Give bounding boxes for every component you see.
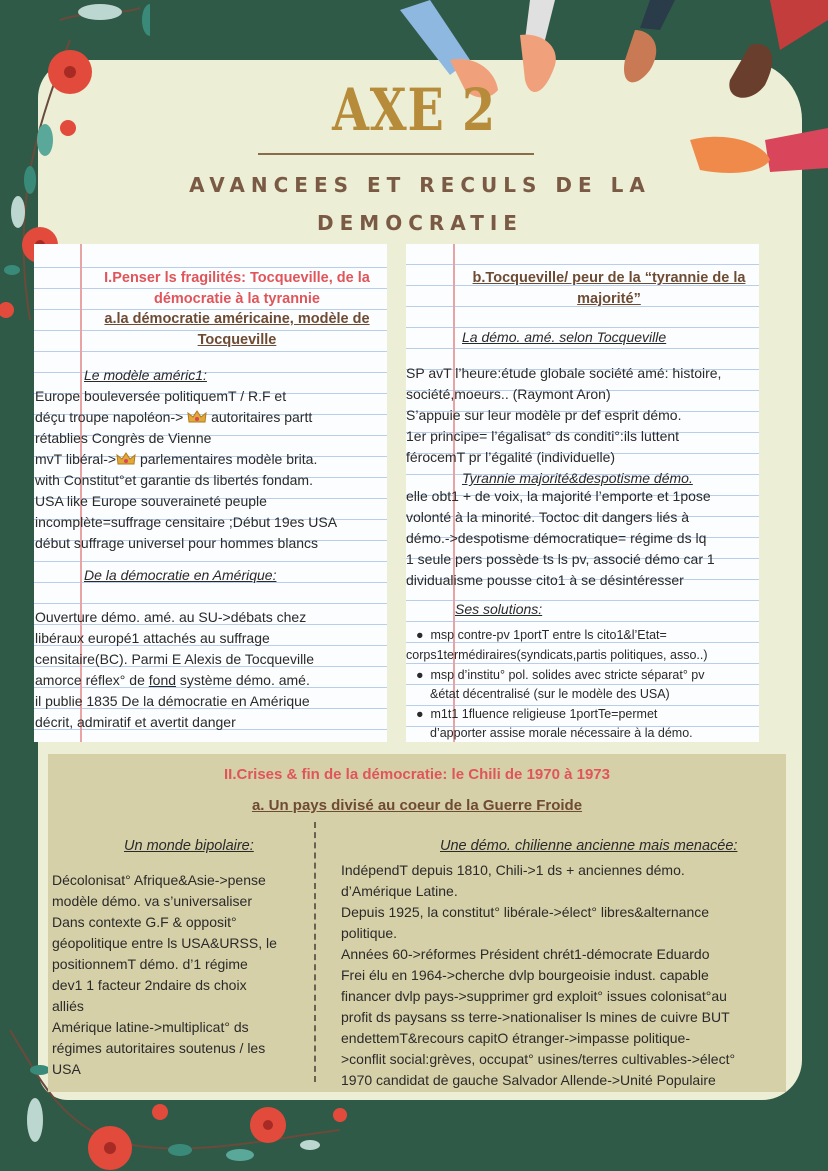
left-line: libéraux europé1 attachés au suffrage: [35, 630, 270, 646]
bullet-text: msp contre-pv 1portT entre ls cito1&l’Etat=: [430, 628, 667, 642]
right-line: elle obt1 + de voix, la majorité l’emporte et 1pose: [406, 488, 711, 504]
section-heading-2: II.Crises & fin de la démocratie: le Chili de 1970 à 1973: [223, 766, 610, 783]
right-line: férocemT pr l’égalité (individuelle): [406, 449, 616, 465]
bottom-left-line: Amérique latine->multiplicat° ds: [52, 1019, 249, 1035]
bottom-left-line: alliés: [52, 998, 84, 1014]
right-sub-heading-3: Ses solutions:: [455, 601, 543, 617]
bottom-left-line: dev1 1 facteur 2ndaire ds choix: [52, 977, 247, 993]
left-line-part: amorce réflex° de: [35, 672, 145, 688]
bullet-item-cont: corps1termédiraires(syndicats,partis politiques, asso..): [406, 648, 708, 662]
bullet-text: msp d’institu° pol. solides avec stricte séparat° pv: [430, 668, 705, 682]
left-sub-heading-1: Le modèle améric1:: [84, 367, 207, 383]
left-line-part: autoritaires partt: [211, 409, 313, 425]
bottom-right-line: profit ds paysans ss terre->nationaliser ls mines de cuivre BUT: [341, 1009, 730, 1025]
bottom-left-line: régimes autoritaires soutenus / les: [52, 1040, 266, 1056]
bottom-right-line: politique.: [341, 925, 398, 941]
bullet-item-cont: d’apporter assise morale nécessaire à la démo.: [430, 726, 693, 740]
left-line: il publie 1835 De la démocratie en Amérique: [35, 693, 310, 709]
bullet-text: m1t1 1fluence religieuse 1portTe=permet: [430, 707, 658, 721]
crown-icon: [116, 452, 136, 466]
bottom-right-line: d’Amérique Latine.: [341, 883, 458, 899]
right-line: démo.->despotisme démocratique= régime ds lq: [406, 530, 707, 546]
bottom-right-line: Frei élu en 1964->cherche dvlp bourgeoisie indust. capable: [341, 967, 709, 983]
left-line: [35, 451, 317, 467]
left-line: Ouverture démo. amé. au SU->débats chez: [35, 609, 307, 625]
right-line: SP avT l’heure:étude globale société amé: histoire,: [406, 365, 722, 381]
right-line: 1 seule pers possède ts ls pv, associé démo car 1: [406, 551, 715, 567]
bullet-item-cont: &état décentralisé (sur le modèle des USA): [430, 687, 670, 701]
bottom-left-line: USA: [52, 1061, 81, 1077]
left-line-part: parlementaires modèle brita.: [139, 451, 318, 467]
title-divider: [258, 153, 534, 155]
left-line: incomplète=suffrage censitaire ;Début 19es USA: [35, 514, 338, 530]
bottom-right-line: >conflit social:grèves, occupat° usines/terres cultivables->élect°: [341, 1051, 736, 1067]
right-sub-heading-2: Tyrannie majorité&despotisme démo.: [462, 470, 693, 486]
right-sub-heading-1: La démo. amé. selon Tocqueville: [462, 329, 667, 345]
bullet-item: ● msp d’institu° pol. solides avec stricte séparat° pv: [416, 668, 705, 682]
right-line: société,moeurs.. (Raymont Aron): [406, 386, 611, 402]
subsection-heading-a: a.la démocratie américaine, modèle de Tocqueville: [104, 311, 370, 348]
bottom-left-line: Décolonisat° Afrique&Asie->pense: [52, 872, 266, 888]
page-subtitle: AVANCEES ET RECULS DE LA DEMOCRATIE: [189, 173, 651, 235]
subsection-heading-a2: a. Un pays divisé au coeur de la Guerre Froide: [251, 797, 583, 814]
left-line: [35, 672, 310, 688]
left-line: rétablies Congrès de Vienne: [35, 430, 212, 446]
left-sub-heading-2: De la démocratie en Amérique:: [84, 567, 277, 583]
left-line-part: déçu troupe napoléon->: [35, 409, 184, 425]
bullet-item: ● msp contre-pv 1portT entre ls cito1&l’Etat=: [416, 628, 667, 642]
bottom-left-line: modèle démo. va s’universaliser: [52, 893, 252, 909]
left-line-part: fond: [148, 672, 177, 688]
right-line: 1er principe= l’égalisat° ds conditi°:ils luttent: [406, 428, 680, 444]
left-line: USA like Europe souveraineté peuple: [35, 493, 267, 509]
crown-icon: [187, 410, 207, 424]
right-line: S’appuie sur leur modèle pr def esprit démo.: [406, 407, 682, 423]
left-line: [35, 409, 312, 425]
right-line: dividualisme pousse cito1 à se désintéresser: [406, 572, 684, 588]
left-line: décrit, admiratif et avertit danger: [35, 714, 236, 730]
bullet-item: ● m1t1 1fluence religieuse 1portTe=permet: [416, 707, 658, 721]
bottom-right-line: Années 60->réformes Président chrét1-démocrate Eduardo: [341, 946, 710, 962]
bottom-right-line: endettemT&recours capitO étranger->impasse politique-: [341, 1030, 691, 1046]
left-column-title: Un monde bipolaire:: [124, 838, 254, 854]
left-line: with Constitut°et garantie ds libertés fondam.: [35, 472, 313, 488]
bottom-left-line: Dans contexte G.F & opposit°: [52, 914, 237, 930]
subsection-heading-b: b.Tocqueville/ peur de la “tyrannie de la majorité”: [472, 270, 746, 307]
right-line: volonté à la minorité. Toctoc dit dangers liés à: [406, 509, 690, 525]
bottom-left-line: géopolitique entre ls USA&URSS, le: [52, 935, 277, 951]
left-line: censitaire(BC). Parmi E Alexis de Tocqueville: [35, 651, 315, 667]
left-line-part: système démo. amé.: [179, 672, 310, 688]
bottom-right-line: Depuis 1925, la constitut° libérale->élect° libres&alternance: [341, 904, 710, 920]
bottom-right-line: 1970 candidat de gauche Salvador Allende->Unité Populaire: [341, 1072, 716, 1088]
section-heading-1: I.Penser ls fragilités: Tocqueville, de la démocratie à la tyrannie: [104, 270, 370, 307]
column-divider: [314, 822, 316, 1082]
bottom-right-line: financer dvlp pays->supprimer grd exploit° issues colonisat°au: [341, 988, 727, 1004]
right-column-title: Une démo. chilienne ancienne mais menacée:: [440, 838, 738, 854]
left-line: Europe bouleversée politiquemT / R.F et: [35, 388, 287, 404]
left-line-part: mvT libéral->: [35, 451, 117, 467]
left-line: début suffrage universel pour hommes blancs: [35, 535, 319, 551]
bottom-right-line: IndépendT depuis 1810, Chili->1 ds + anciennes démo.: [341, 862, 685, 878]
bottom-left-line: positionnemT démo. d’1 régime: [52, 956, 248, 972]
page-title: AXE 2: [332, 76, 496, 144]
